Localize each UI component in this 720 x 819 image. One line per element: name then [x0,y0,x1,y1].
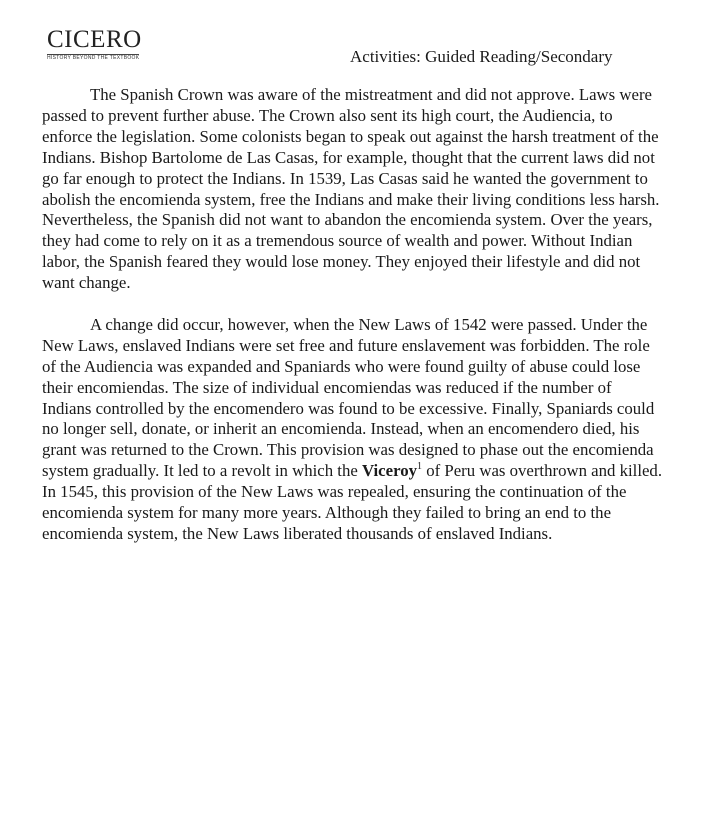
paragraph-2 [42,315,662,545]
footnote-marker: 1 [417,461,422,473]
paragraph-1-text: The Spanish Crown was aware of the mistreatment and did not approve. Laws were passed to prevent further abuse. The Crown also sent its high court, the Audiencia, to enforce the legislation. Some colonists began to speak out against the harsh treatment of the Indians. Bishop Bartolome de Las Casas, for example, thought that the current laws did not go far enough to protect the Indians. In 1539, Las Casas said he wanted the government to abolish the encomienda system, free the Indians and make their living conditions less harsh. Nevertheless, the Spanish did not want to abandon the encomienda system. Over the years, they had come to rely on it as a tremendous source of wealth and power. Without Indian labor, the Spanish feared they would lose money. They enjoyed their lifestyle and did not want change. [42,85,660,293]
paragraph-2-text-after: of Peru was overthrown and killed. In 1545, this provision of the New Laws was repealed, ensuring the continuation of the encomienda system for many more years. Although they failed to bring an end to the encomienda system, the New Laws liberated thousands of enslaved Indians. [42,461,663,544]
paragraph-2-text-before: A change did occur, however, when the New Laws of 1542 were passed. Under the New Laws, enslaved Indians were set free and future enslavement was forbidden. The role of the Audiencia was expanded and Spaniards who were found guilty of abuse could lose their encomiendas. The size of individual encomiendas was reduced if the number of Indians controlled by the encomendero was found to be excessive. Finally, Spaniards could no longer sell, donate, or inherit an encomienda. Instead, when an encomendero died, his grant was returned to the Crown. This provision was designed to phase out the encomienda system gradually. It led to a revolt in which the [42,314,655,481]
reading-passage [42,85,662,545]
cicero-logo [47,27,143,62]
paragraph-1 [42,85,662,294]
page-title: Activities: Guided Reading/Secondary [350,47,613,66]
logo-wordmark: CICERO [47,26,142,53]
vocabulary-term-viceroy: Viceroy [362,461,417,481]
logo-tagline: HISTORY BEYOND THE TEXTBOOK [47,55,140,61]
